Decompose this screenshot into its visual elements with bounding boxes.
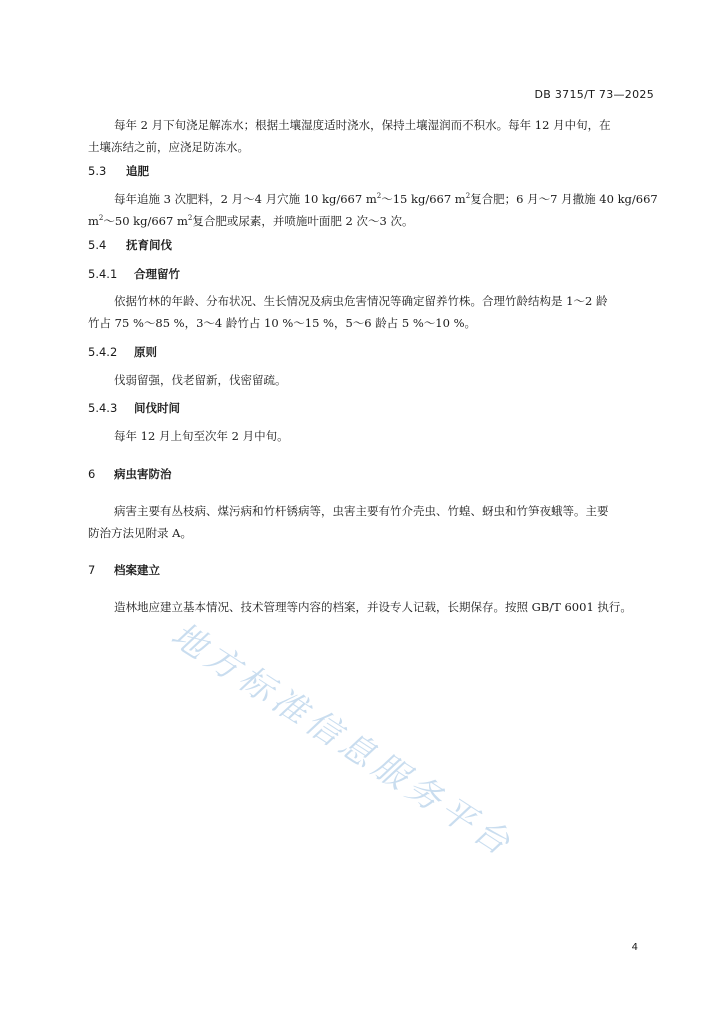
fertilize-paragraph: 每年追施 3 次肥料，2 月～4 月穴施 10 kg/667 $m^2\sim 15$ kg/667 $m^2$复合肥；6 月～7 月撒施 40 kg/667 $m^2\sim 50$ kg/667 $m^2$复合肥或尿素，并喷施叶面肥 2 次～3 次。 bbox=[88, 192, 658, 228]
section-5-3-heading: 5.3 追肥 bbox=[88, 164, 149, 178]
irrigation-paragraph: 每年 2 月下旬浇足解冻水；根据土壤湿度适时浇水，保持土壤湿润而不积水。每年 12 月中旬，在 土壤冻结之前，应浇足防冻水。 bbox=[88, 118, 611, 154]
page-number: 4 bbox=[631, 942, 638, 953]
section-5-4-2-heading: 5.4.2 原则 bbox=[88, 345, 157, 359]
section-7-heading: 7 档案建立 bbox=[88, 563, 160, 577]
section-5-4-1-heading: 5.4.1 合理留竹 bbox=[88, 267, 180, 281]
archive-paragraph: 造林地应建立基本情况、技术管理等内容的档案，并设专人记载，长期保存。按照 GB/T 6001 执行。 bbox=[114, 600, 632, 614]
pest-control-paragraph: 病害主要有丛枝病、煤污病和竹杆锈病等，虫害主要有竹介壳虫、竹蝗、蚜虫和竹笋夜蛾等。主要 防治方法见附录 A。 bbox=[88, 504, 609, 540]
principle-paragraph: 伐弱留强，伐老留新，伐密留疏。 bbox=[114, 373, 287, 387]
section-5-4-heading: 5.4 抚育间伐 bbox=[88, 238, 172, 252]
thinning-time-paragraph: 每年 12 月上旬至次年 2 月中旬。 bbox=[114, 429, 289, 443]
retain-bamboo-paragraph: 依据竹林的年龄、分布状况、生长情况及病虫危害情况等确定留养竹株。合理竹龄结构是 1～2 龄 竹占 75 %～85 %，3～4 龄竹占 10 %～15 %，5～6 龄占 5 %～10 %。 bbox=[88, 294, 608, 330]
section-5-4-3-heading: 5.4.3 间伐时间 bbox=[88, 401, 180, 415]
document-code: DB 3715/T 73—2025 bbox=[534, 88, 654, 101]
section-6-heading: 6 病虫害防治 bbox=[88, 467, 172, 481]
watermark: 地方标准信息服务平台 bbox=[163, 614, 522, 867]
